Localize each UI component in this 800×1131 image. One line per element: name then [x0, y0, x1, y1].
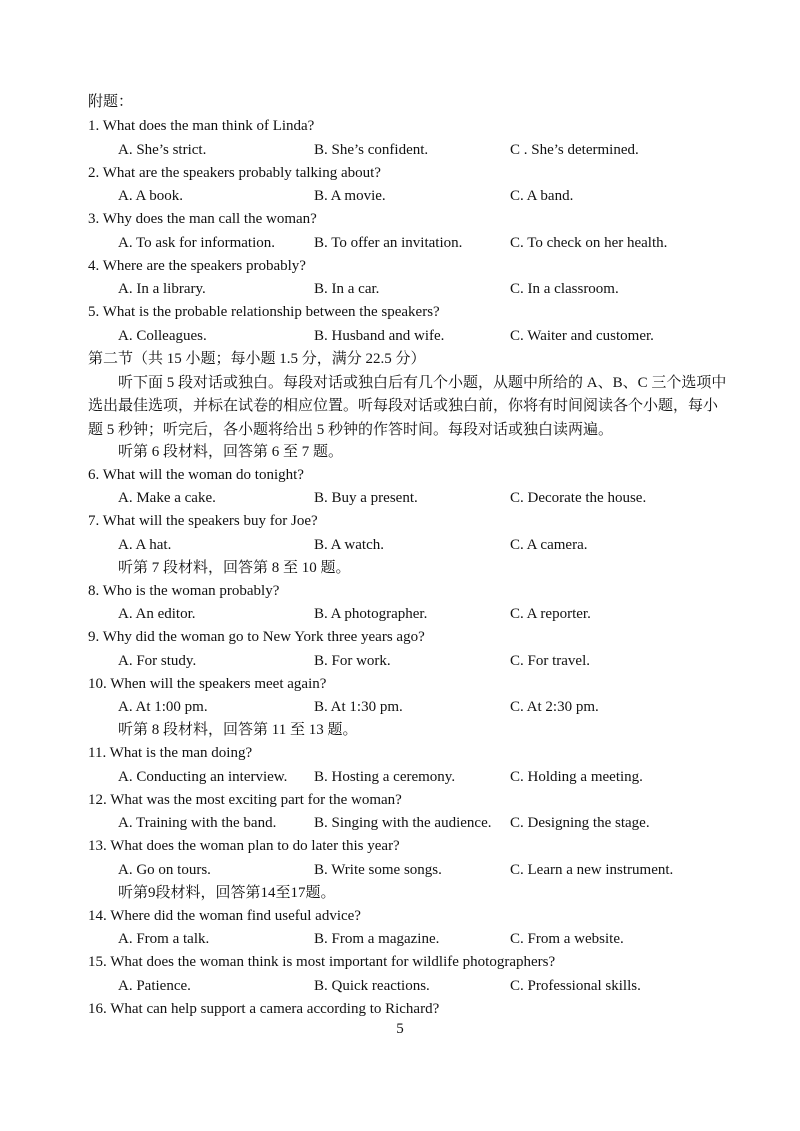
header: 附题：: [88, 94, 134, 110]
question-11: 11. What is the man doing?: [88, 745, 253, 761]
subsection-8: 听第 8 段材料，回答第 11 至 13 题。: [118, 722, 358, 738]
q10-option-a: A. At 1:00 pm.: [118, 699, 208, 715]
q6-option-b: B. Buy a present.: [314, 490, 418, 506]
q14-option-a: A. From a talk.: [118, 931, 210, 947]
q1-option-c: C . She’s determined.: [510, 142, 639, 158]
q11-option-c: C. Holding a meeting.: [510, 769, 643, 785]
q4-option-c: C. In a classroom.: [510, 281, 619, 297]
q15-option-a: A. Patience.: [118, 978, 191, 994]
q15-option-b: B. Quick reactions.: [314, 978, 430, 994]
q4-option-a: A. In a library.: [118, 281, 206, 297]
q7-option-c: C. A camera.: [510, 537, 588, 553]
section-2-instructions: [88, 372, 728, 442]
question-15: 15. What does the woman think is most important for wildlife photographers?: [88, 954, 556, 970]
q4-option-b: B. In a car.: [314, 281, 380, 297]
q5-option-a: A. Colleagues.: [118, 328, 207, 344]
question-8: 8. Who is the woman probably?: [88, 583, 280, 599]
q2-option-c: C. A band.: [510, 188, 574, 204]
subsection-9: 听第9段材料，回答第14至17题。: [118, 885, 336, 901]
q12-option-c: C. Designing the stage.: [510, 815, 650, 831]
q3-option-c: C. To check on her health.: [510, 235, 668, 251]
question-1: 1. What does the man think of Linda?: [88, 118, 315, 134]
q1-option-a: A. She’s strict.: [118, 142, 207, 158]
q3-option-a: A. To ask for information.: [118, 235, 275, 251]
question-3: 3. Why does the man call the woman?: [88, 211, 317, 227]
q2-option-a: A. A book.: [118, 188, 184, 204]
q2-option-b: B. A movie.: [314, 188, 386, 204]
question-5: 5. What is the probable relationship between the speakers?: [88, 304, 440, 320]
q13-option-b: B. Write some songs.: [314, 862, 442, 878]
question-2: 2. What are the speakers probably talking about?: [88, 165, 381, 181]
subsection-7: 听第 7 段材料，回答第 8 至 10 题。: [118, 560, 351, 576]
q13-option-a: A. Go on tours.: [118, 862, 211, 878]
q8-option-c: C. A reporter.: [510, 606, 591, 622]
q3-option-b: B. To offer an invitation.: [314, 235, 463, 251]
q5-option-b: B. Husband and wife.: [314, 328, 445, 344]
q7-option-b: B. A watch.: [314, 537, 384, 553]
q14-option-b: B. From a magazine.: [314, 931, 440, 947]
question-6: 6. What will the woman do tonight?: [88, 467, 304, 483]
section-2-title: 第二节（共 15 小题；每小题 1.5 分，满分 22.5 分）: [88, 351, 426, 367]
question-14: 14. Where did the woman find useful advice?: [88, 908, 361, 924]
question-12: 12. What was the most exciting part for the woman?: [88, 792, 402, 808]
q8-option-b: B. A photographer.: [314, 606, 428, 622]
q11-option-b: B. Hosting a ceremony.: [314, 769, 456, 785]
page-number: 5: [396, 1021, 404, 1037]
q6-option-c: C. Decorate the house.: [510, 490, 647, 506]
q15-option-c: C. Professional skills.: [510, 978, 641, 994]
q5-option-c: C. Waiter and customer.: [510, 328, 654, 344]
subsection-6: 听第 6 段材料，回答第 6 至 7 题。: [118, 444, 344, 460]
q11-option-a: A. Conducting an interview.: [118, 769, 288, 785]
question-10: 10. When will the speakers meet again?: [88, 676, 327, 692]
q7-option-a: A. A hat.: [118, 537, 172, 553]
question-16: 16. What can help support a camera according to Richard?: [88, 1001, 440, 1017]
q14-option-c: C. From a website.: [510, 931, 624, 947]
q6-option-a: A. Make a cake.: [118, 490, 216, 506]
question-7: 7. What will the speakers buy for Joe?: [88, 513, 318, 529]
q10-option-c: C. At 2:30 pm.: [510, 699, 599, 715]
q13-option-c: C. Learn a new instrument.: [510, 862, 674, 878]
q12-option-a: A. Training with the band.: [118, 815, 277, 831]
q10-option-b: B. At 1:30 pm.: [314, 699, 403, 715]
question-9: 9. Why did the woman go to New York three years ago?: [88, 629, 425, 645]
section-2-instructions-text: 听下面 5 段对话或独白。每段对话或独白后有几个小题，从题中所给的 A、B、C 三个选项中选出最佳选项，并标在试卷的相应位置。听每段对话或独白前，你将有时间阅读各个小题，每小题 5 秒钟；听完后，各小题将给出 5 秒钟的作答时间。每段对话或独白读两遍。: [88, 375, 727, 438]
question-4: 4. Where are the speakers probably?: [88, 258, 306, 274]
question-13: 13. What does the woman plan to do later this year?: [88, 838, 400, 854]
q9-option-b: B. For work.: [314, 653, 391, 669]
q12-option-b: B. Singing with the audience.: [314, 815, 492, 831]
q9-option-a: A. For study.: [118, 653, 197, 669]
q8-option-a: A. An editor.: [118, 606, 196, 622]
q9-option-c: C. For travel.: [510, 653, 590, 669]
q1-option-b: B. She’s confident.: [314, 142, 429, 158]
